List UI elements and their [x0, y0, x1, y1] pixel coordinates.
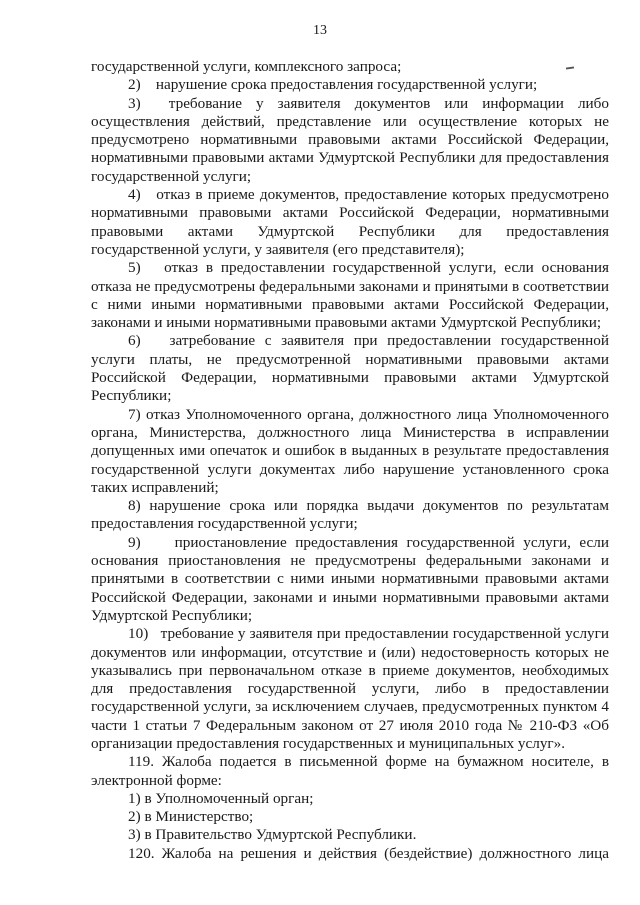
list-item-10: 10) требование у заявителя при предоставлении государственной услуги документов или информации, отсутствие и (или) недостоверность которых не указывались при первоначальном отказе в приеме документов, необходимых для предоставления государственной услуги, либо в предоставлении государственной услуги, за исключением случаев, предусмотренных пунктом 4 части 1 статьи 7 Федеральным законом от 27 июля 2010 года № 210-ФЗ «Об организации предоставления государственных и муниципальных услуг».	[91, 625, 609, 752]
paragraph-120: 120. Жалоба на решения и действия (бездействие) должностного лица	[128, 844, 609, 862]
list-item-3: 3) требование у заявителя документов или информации либо осуществления действий, представление или осуществление которых не предусмотрено нормативными правовыми актами Российской Федерации, нормативными правовыми актами Удмуртской Республики для предоставления государственной услуги;	[91, 94, 609, 185]
list-item-5: 5) отказ в предоставлении государственной услуги, если основания отказа не предусмотрены федеральными законами и принятыми в соответствии с ними иными нормативными правовыми актами Российской Федерации, законами и иными нормативными правовыми актами Удмуртской Республики;	[91, 259, 609, 332]
list-item-2: 2) нарушение срока предоставления государственной услуги;	[128, 76, 538, 94]
list-item-1-authority: 1) в Уполномоченный орган;	[128, 789, 314, 807]
list-item-9: 9) приостановление предоставления государственной услуги, если основания приостановления не предусмотрены федеральными законами и принятыми в соответствии с ними иными нормативными правовыми актами Российской Федерации, законами и иными нормативными правовыми актами Удмуртской Республики;	[91, 533, 609, 624]
list-item-6: 6) затребование с заявителя при предоставлении государственной услуги платы, не предусмотренной нормативными правовыми актами Российской Федерации, нормативными правовыми актами Удмуртской Республики;	[91, 332, 609, 405]
list-item-4: 4) отказ в приеме документов, предоставление которых предусмотрено нормативными правовыми актами Российской Федерации, нормативными правовыми актами Удмуртской Республики для предоставления государственной услуги, у заявителя (его представителя);	[91, 186, 609, 258]
list-item-2-ministry: 2) в Министерство;	[128, 808, 254, 826]
list-item-8: 8) нарушение срока или порядка выдачи документов по результатам предоставления государственной услуги;	[91, 497, 609, 533]
body-text	[91, 58, 609, 863]
page-number: 13	[313, 23, 327, 38]
paragraph-continuation: государственной услуги, комплексного запроса;	[91, 58, 402, 75]
list-item-3-government: 3) в Правительство Удмуртской Республики.	[128, 826, 417, 844]
list-item-7: 7) отказ Уполномоченного органа, должностного лица Уполномоченного органа, Министерства, должностного лица Министерства в исправлении допущенных ими опечаток и ошибок в выданных в результате предоставления государственной услуги документах либо нарушение установленного срока таких исправлений;	[91, 405, 609, 496]
paragraph-119: 119. Жалоба подается в письменной форме на бумажном носителе, в электронной форме:	[91, 753, 609, 789]
